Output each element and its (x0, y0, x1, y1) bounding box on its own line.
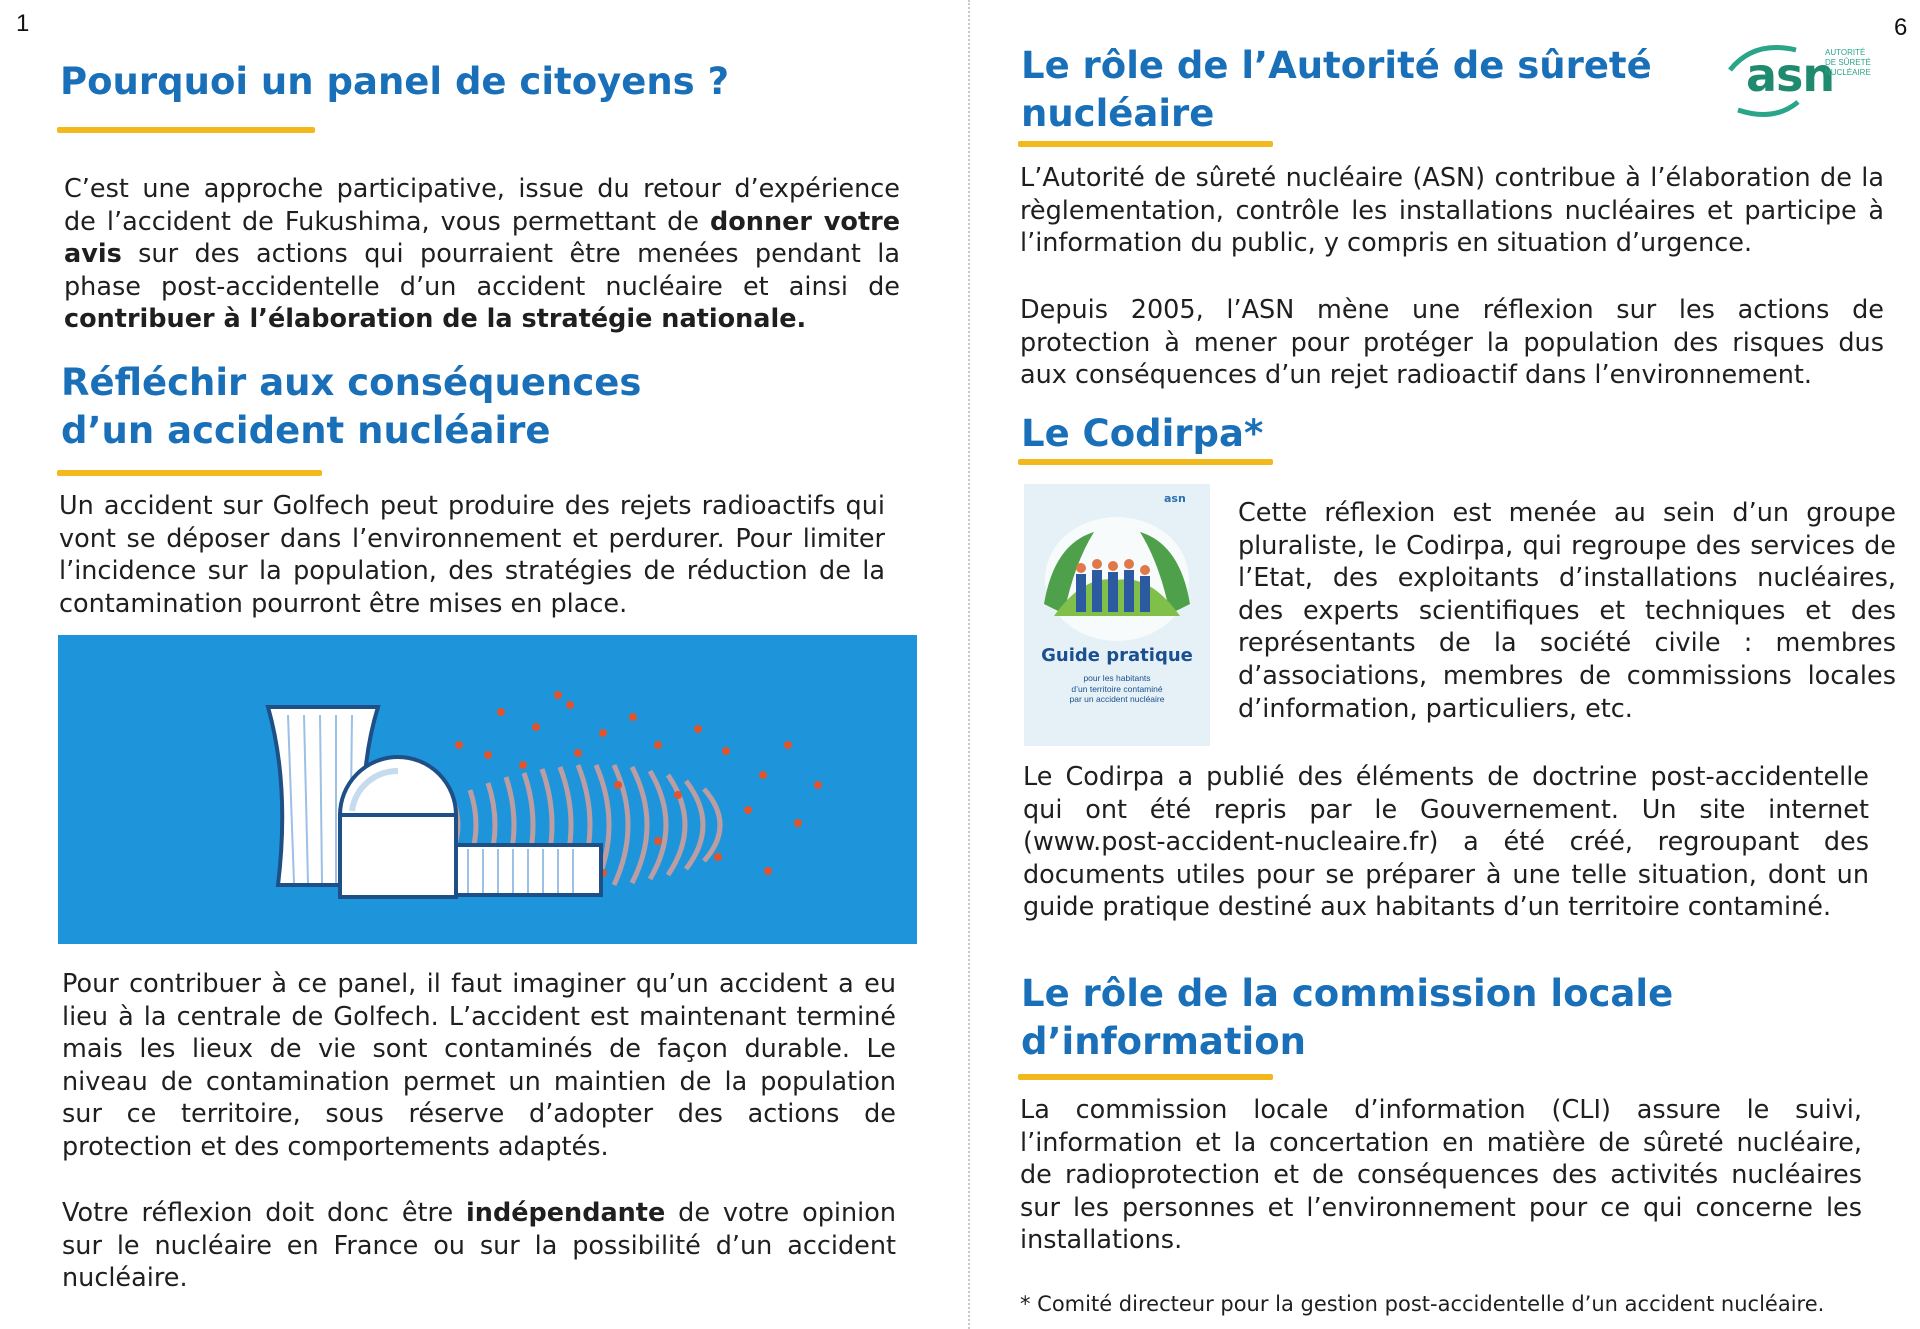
heading-underline (1018, 141, 1273, 147)
cli-role-paragraph: La commission locale d’information (CLI) assure le suivi, l’information et la concertation en matière de sûreté nucléaire, de radioprotection et de conséquences des activités nucléaires sur les personnes et l’environnement pour ce qui concerne les installations. (1020, 1095, 1862, 1256)
heading-underline (57, 470, 322, 476)
heading-underline (1018, 1074, 1273, 1080)
heading-underline (57, 127, 315, 133)
heading-asn-role: Le rôle de l’Autorité de sûreté nucléaire (1021, 44, 1652, 135)
practical-guide-cover (1024, 484, 1210, 746)
asn-logo (1724, 40, 1874, 120)
asn-since-2005-paragraph: Depuis 2005, l’ASN mène une réflexion sur les actions de protection à mener pour protéger la population des risques dus aux conséquences d’un rejet radioactif dans l’environnement. (1020, 295, 1884, 391)
page-divider (968, 0, 970, 1329)
asn-role-paragraph: L’Autorité de sûreté nucléaire (ASN) contribue à l’élaboration de la règlementation, contrôle les installations nucléaires et participe à l’information du public, y compris en situation d’urgence. (1020, 163, 1884, 259)
codirpa-footnote: * Comité directeur pour la gestion post-accidentelle d’un accident nucléaire. (1020, 1292, 1825, 1316)
guide-title: Guide pratique (1041, 645, 1193, 666)
nuclear-plant-illustration (58, 635, 917, 944)
heading-codirpa: Le Codirpa* (1021, 412, 1264, 455)
codirpa-published-paragraph: Le Codirpa a publié des éléments de doctrine post-accidentelle qui ont été repris par le Gouvernement. Un site internet (www.post-accident-nucleaire.fr) a été créé, regroupant des documents utiles pour se préparer à une telle situation, dont un guide pratique destiné aux habitants d’un territoire contaminé. (1023, 762, 1869, 923)
codirpa-group-paragraph: Cette réflexion est menée au sein d’un groupe pluraliste, le Codirpa, qui regroupe des services de l’Etat, des exploitants d’installations nucléaires, des experts scientifiques et techniques et des représentants de la société civile : membres d’associations, membres de commissions locales d’information, particuliers, etc. (1238, 498, 1896, 724)
page-number-left: 1 (16, 10, 30, 37)
asn-logo-word: asn (1746, 48, 1835, 102)
imagine-accident-paragraph: Pour contribuer à ce panel, il faut imaginer qu’un accident a eu lieu à la centrale de Golfech. L’accident est maintenant terminé mais les lieux de vie sont contaminés de façon durable. Le niveau de contamination permet un maintien de la population sur ce territoire, sous réserve d’adopter des actions de protection et des comportements adaptés. (62, 969, 896, 1162)
heading-consequences: Réfléchir aux conséquences d’un accident nucléaire (61, 361, 642, 452)
guide-asn-logo: asn (1164, 492, 1186, 505)
guide-cover-art (1024, 484, 1210, 746)
guide-subtitle: pour les habitants d’un territoire contaminé par un accident nucléaire (1069, 673, 1165, 704)
nuclear-plant-drawing (58, 635, 917, 944)
asn-logo-tagline: AUTORITÉ DE SÛRETÉ NUCLÉAIRE (1825, 48, 1871, 77)
heading-underline (1018, 459, 1273, 465)
independent-reflection-paragraph: Votre réflexion doit donc être indépendante de votre opinion sur le nucléaire en France ou sur la possibilité d’un accident nucléaire. (62, 1198, 896, 1294)
intro-paragraph: C’est une approche participative, issue du retour d’expérience de l’accident de Fukushima, vous permettant de donner votre avis sur des actions qui pourraient être menées pendant la phase post-accidentelle d’un accident nucléaire et ainsi de contribuer à l’élaboration de la stratégie nationale. (64, 174, 901, 335)
heading-cli-role: Le rôle de la commission locale d’information (1021, 972, 1674, 1063)
heading-why-citizen-panel: Pourquoi un panel de citoyens ? (60, 60, 730, 103)
page-number-right: 6 (1894, 14, 1908, 41)
golfech-accident-paragraph: Un accident sur Golfech peut produire des rejets radioactifs qui vont se déposer dans l’environnement et perdurer. Pour limiter l’incidence sur la population, des stratégies de réduction de la contamination pourront être mises en place. (59, 491, 885, 619)
